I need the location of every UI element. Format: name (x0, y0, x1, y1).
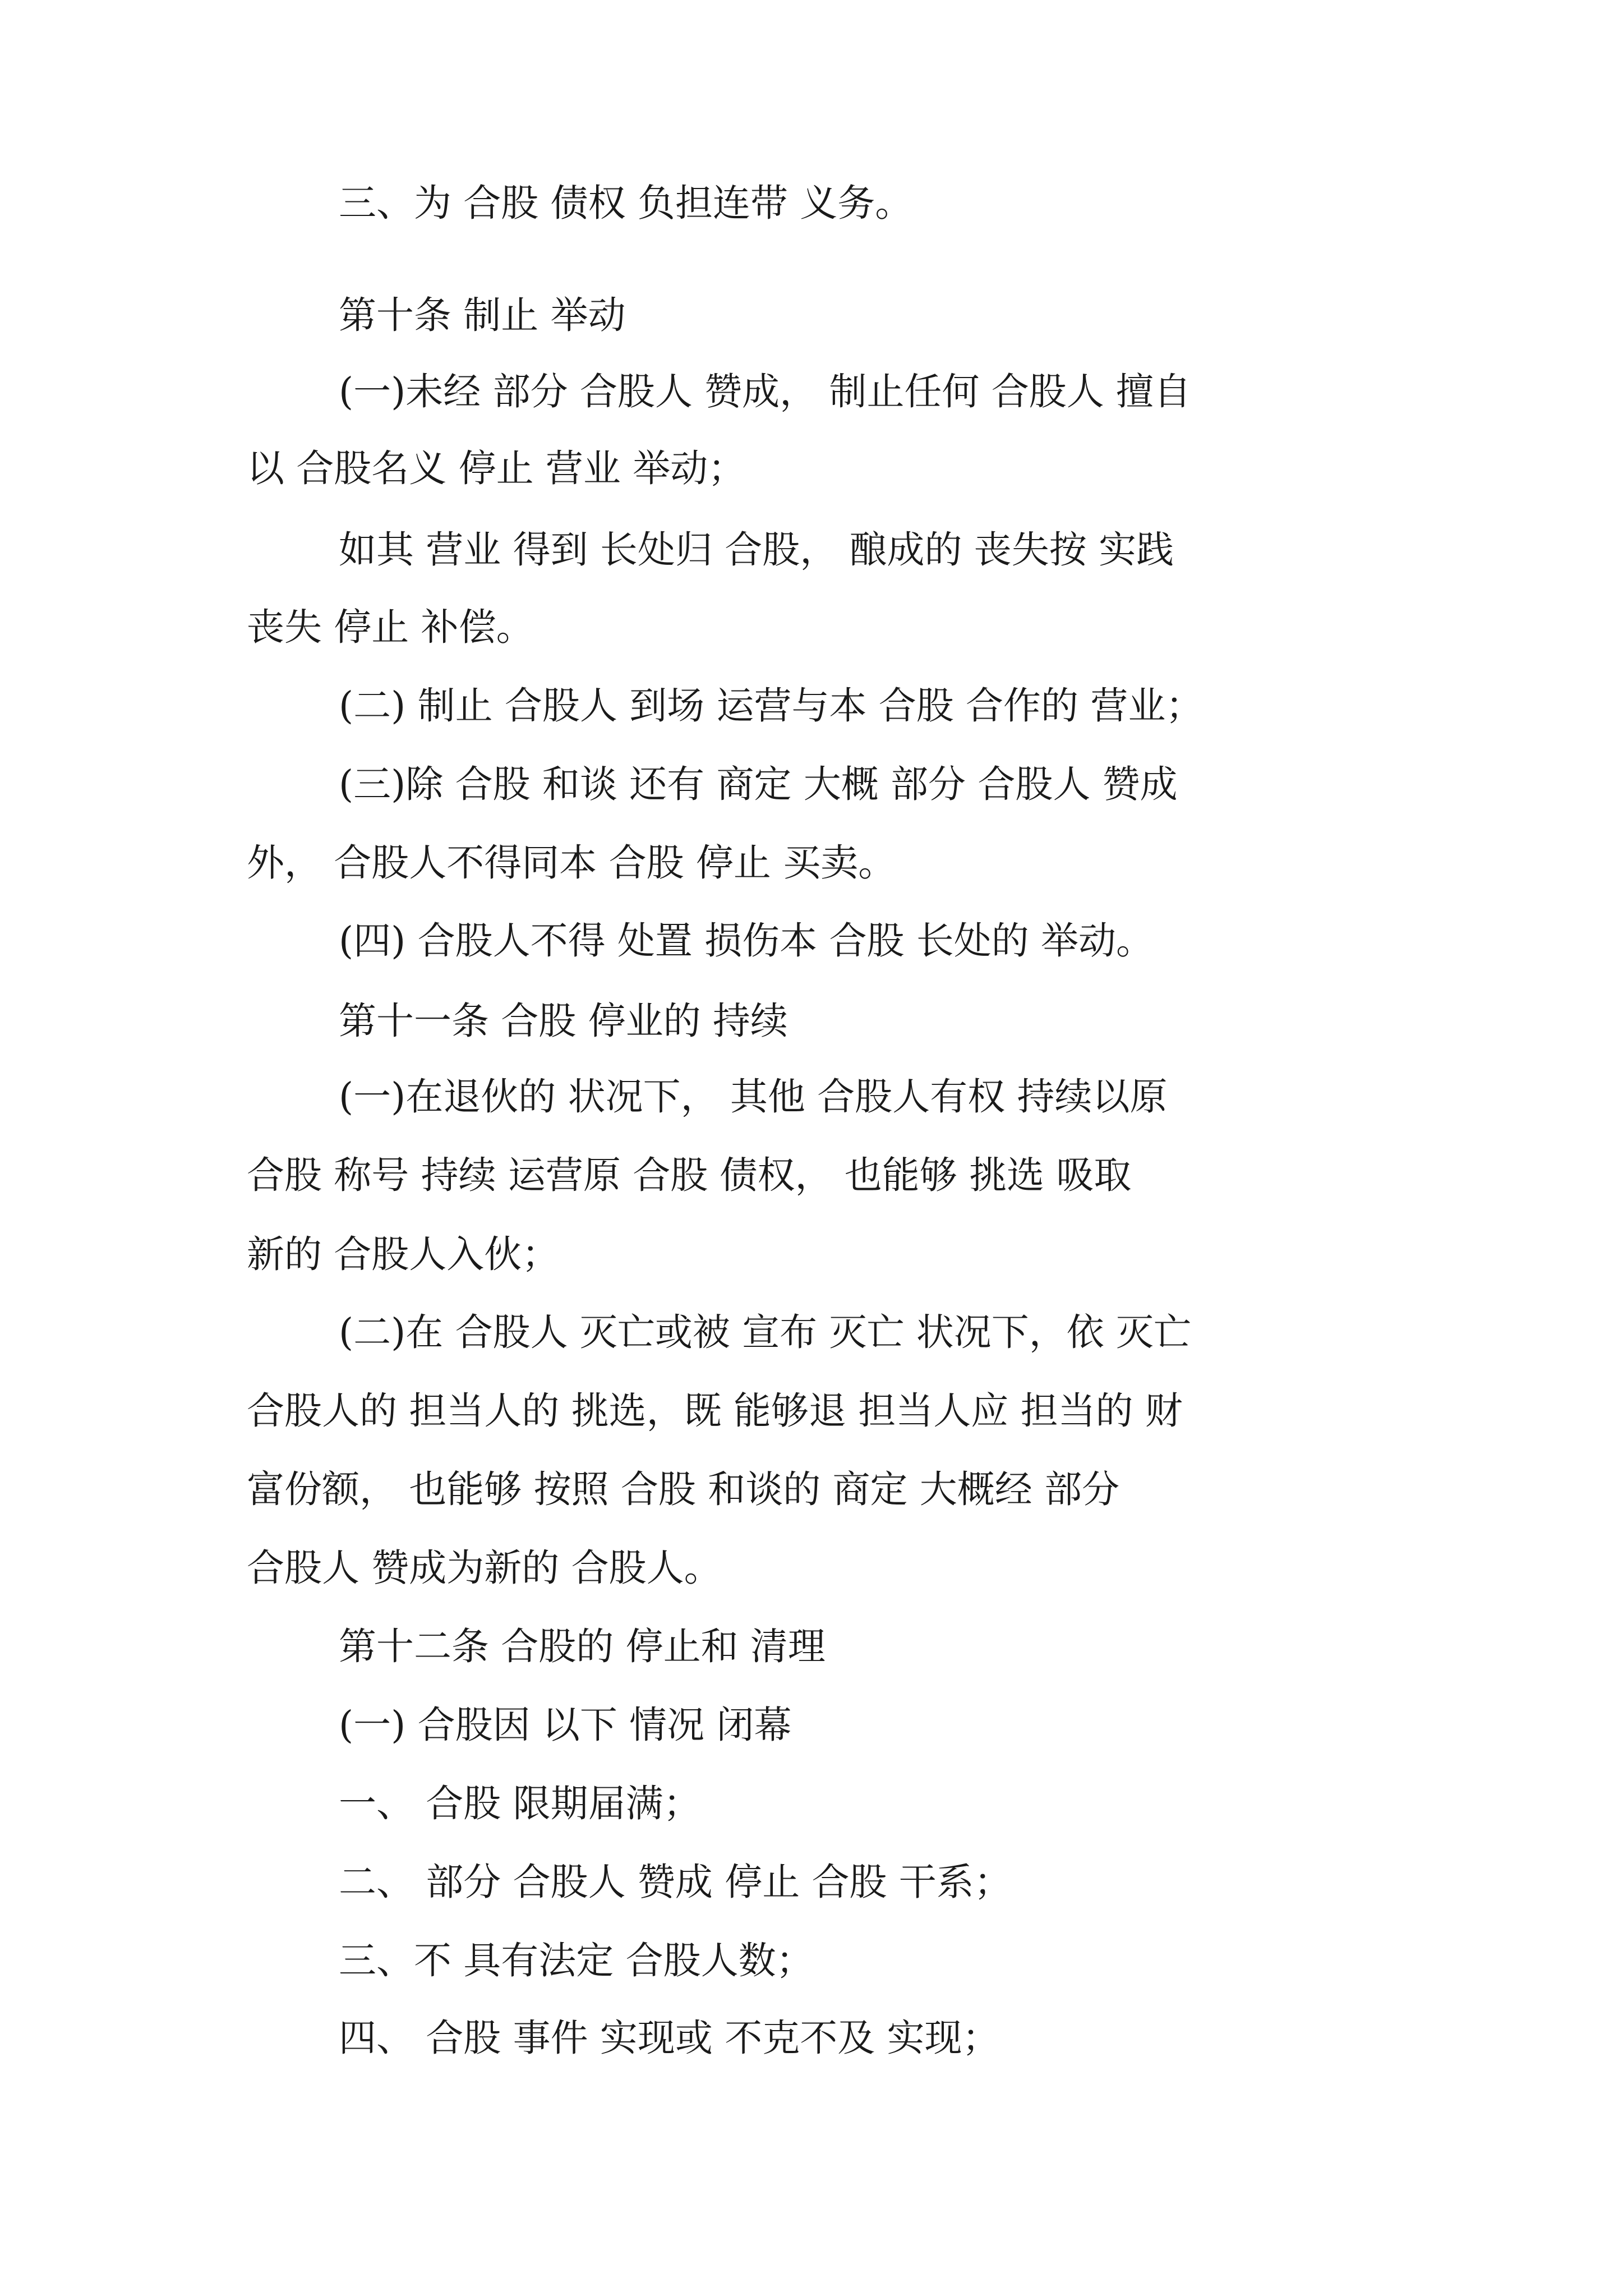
article-heading-11: 第十一条 合股 停业的 持续 (339, 999, 788, 1043)
text-line-12: (一)在退伙的 状况下， 其他 合股人有权 持续以原 (339, 1075, 1168, 1119)
text-line-20: (一) 合股因 以下 情况 闭幕 (339, 1703, 792, 1747)
text-line-7: (二) 制止 合股人 到场 运营与本 合股 合作的 营业； (339, 684, 1204, 728)
text-line-15: (二)在 合股人 灭亡或被 宣布 灭亡 状况下，依 灭亡 (339, 1310, 1192, 1354)
text-line-23: 三、不 具有法定 合股人数； (339, 1939, 814, 1982)
text-line-17: 富份额， 也能够 按照 合股 和谈的 商定 大概经 部分 (247, 1467, 1120, 1511)
text-line-3: (一)未经 部分 合股人 赞成， 制止任何 合股人 擅自 (339, 370, 1192, 413)
article-heading-12: 第十二条 合股的 停止和 清理 (339, 1625, 826, 1668)
text-line-1: 三、为 合股 债权 负担连带 义务。 (339, 181, 913, 225)
text-line-8: (三)除 合股 和谈 还有 商定 大概 部分 合股人 赞成 (339, 762, 1178, 806)
text-line-10: (四) 合股人不得 处置 损伤本 合股 长处的 举动。 (339, 919, 1154, 963)
text-line-18: 合股人 赞成为新的 合股人。 (247, 1546, 722, 1590)
text-line-9: 外， 合股人不得同本 合股 停止 买卖。 (247, 841, 896, 885)
text-line-22: 二、 部分 合股人 赞成 停止 合股 干系； (339, 1860, 1012, 1904)
text-line-13: 合股 称号 持续 运营原 合股 债权， 也能够 挑选 吸取 (247, 1153, 1132, 1197)
text-line-14: 新的 合股人入伙； (247, 1232, 560, 1276)
text-line-16: 合股人的 担当人的 挑选，既 能够退 担当人应 担当的 财 (247, 1389, 1183, 1433)
article-heading-10: 第十条 制止 举动 (339, 293, 626, 337)
text-line-21: 一、 合股 限期届满； (339, 1782, 701, 1825)
text-line-5: 如其 营业 得到 长处归 合股， 酿成的 丧失按 实践 (339, 528, 1174, 572)
text-line-6: 丧失 停止 补偿。 (247, 605, 534, 649)
text-line-24: 四、 合股 事件 实现或 不克不及 实现； (339, 2016, 1000, 2060)
text-line-4: 以 合股名义 停止 营业 举动； (247, 447, 746, 490)
